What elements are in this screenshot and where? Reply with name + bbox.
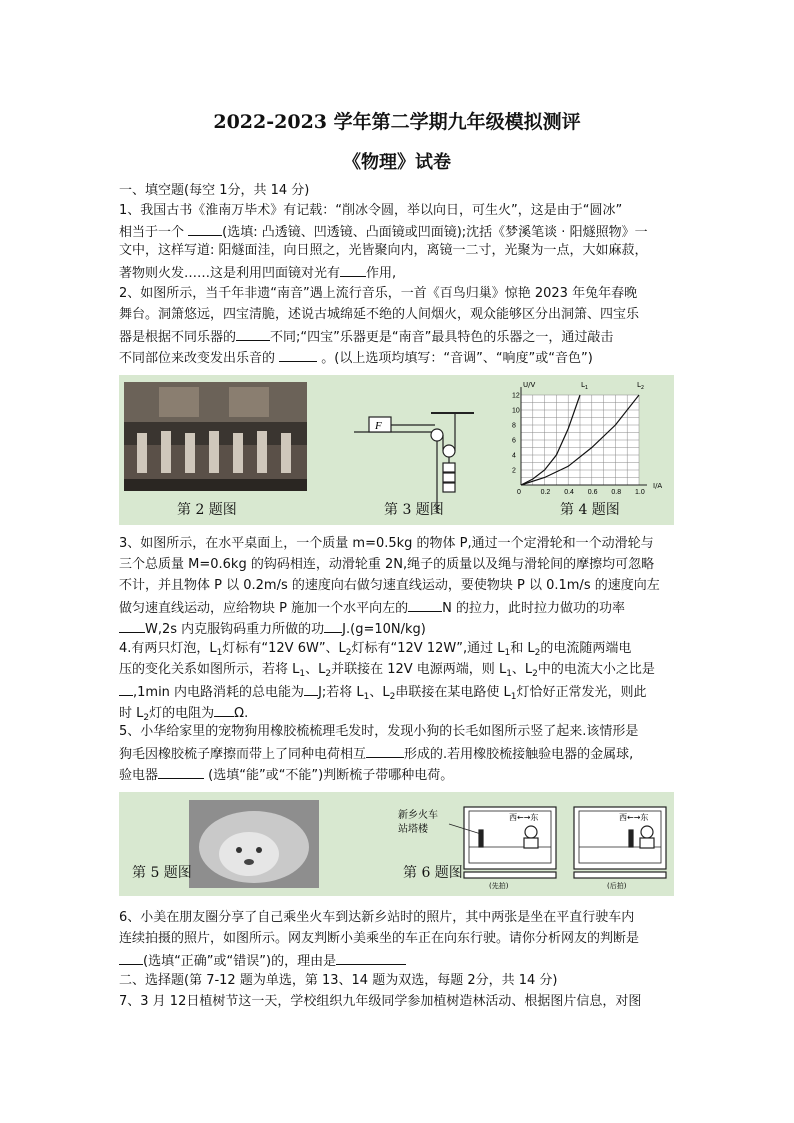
figure-row-1 xyxy=(119,375,674,525)
y-tick-label: 2 xyxy=(512,467,516,475)
q2-line: 器是根据不同乐器的 不同;“四宝”乐器更是“南音”最具特色的乐器之一，通过敲击 xyxy=(119,330,614,345)
y-tick-label: 4 xyxy=(512,452,516,460)
caption-fig4: 第 4 题图 xyxy=(560,502,620,518)
caption-fig3: 第 3 题图 xyxy=(384,502,444,518)
answer-blank[interactable] xyxy=(119,683,133,696)
q2-line: 2、如图所示，当千年非遗“南音”遇上流行音乐，一首《百鸟归巢》惊艳 2023 年兔年春晚 xyxy=(119,286,638,301)
caption-fig5: 第 5 题图 xyxy=(132,865,192,881)
stage-photo xyxy=(124,382,307,491)
q3-line: 不计，并且物体 P 以 0.2m/s 的速度向右做匀速直线运动，要使物块 P 以 0.1m/s 的速度向左 xyxy=(119,578,660,593)
x-tick-label: 0 xyxy=(517,489,521,496)
answer-blank[interactable] xyxy=(236,328,270,341)
section-1-heading: 一、填空题(每空 1分，共 14 分) xyxy=(119,183,310,198)
pulley-diagram xyxy=(354,413,474,513)
q5-line: 狗毛因橡胶梳子摩擦而带上了同种电荷相互 形成的.若用橡胶梳接触验电器的金属球, xyxy=(119,747,634,762)
answer-blank[interactable] xyxy=(279,349,317,362)
q1-line: 1、我国古书《淮南万毕术》有记载：“削冰令圆，举以向日，可生火”，这是由于“圆冰” xyxy=(119,203,623,218)
y-axis-label: U/V xyxy=(523,381,536,389)
y-tick-label: 6 xyxy=(512,437,516,445)
x-tick-label: 0.8 xyxy=(611,489,622,496)
q4-line: 压的变化关系如图所示，若将 $L_1$、$L_2$并联接在 12V 电源两端，则 $L_1$、$L_2$中的电流大小之比是 xyxy=(119,662,655,679)
answer-blank[interactable] xyxy=(408,599,442,612)
answer-blank[interactable] xyxy=(188,223,222,236)
train-window-first xyxy=(449,807,556,878)
q3-line: W,2s 内克服钩码重力所做的功 J.(g=10N/kg) xyxy=(119,620,679,638)
y-tick-label: 10 xyxy=(512,407,520,415)
ui-graph xyxy=(512,381,662,496)
caption-fig6: 第 6 题图 xyxy=(403,865,463,881)
l1-label: $L_1$ xyxy=(581,381,589,391)
q1-line: 文中，这样写道: 阳燧面洼，向日照之，光皆聚向内，离镜一二寸，光聚为一点，大如麻菽， xyxy=(119,243,648,258)
q4-line: ,1min 内电路消耗的总电能为 J;若将 $L_1$、$L_2$串联接在某电路使 $L_1$灯恰好正常发光，则此 xyxy=(119,683,679,705)
answer-blank[interactable] xyxy=(119,620,145,633)
answer-blank[interactable] xyxy=(324,620,342,633)
y-tick-label: 12 xyxy=(512,392,520,400)
page-subtitle: 《物理》试卷 xyxy=(343,152,451,173)
q5-line: 5、小华给家里的宠物狗用橡胶梳梳理毛发时，发现小狗的长毛如图所示竖了起来.该情形是 xyxy=(119,724,639,739)
figure-row-2-art xyxy=(119,792,674,896)
x-tick-label: 0.4 xyxy=(564,489,574,496)
q2-line: 不同部位来改变发出乐音的 。(以上选项均填写：“音调”、“响度”或“音色”) xyxy=(119,351,593,366)
x-tick-label: 0.2 xyxy=(540,489,551,496)
x-axis-label: I/A xyxy=(653,482,663,490)
label-after: (后拍) xyxy=(607,882,627,890)
q6-line: 6、小美在朋友圈分享了自己乘坐火车到达新乡站时的照片，其中两张是坐在平直行驶车内 xyxy=(119,910,635,925)
label-first: (先拍) xyxy=(489,882,509,890)
direction-label-after: 西←→东 xyxy=(619,813,649,822)
q2-line: 舞台。洞箫悠远，四宝清脆，述说古城绵延不绝的人间烟火，观众能够区分出洞箫、四宝乐 xyxy=(119,307,640,322)
answer-blank[interactable] xyxy=(340,264,366,277)
x-tick-label: 0.6 xyxy=(587,489,598,496)
q4-line: 时 $L_2$灯的电阻为 Ω. xyxy=(119,706,249,723)
l2-label: $L_2$ xyxy=(637,381,645,391)
q3-line: 3、如图所示，在水平桌面上，一个质量 m=0.5kg 的物体 P,通过一个定滑轮和一个动滑轮与 xyxy=(119,536,654,551)
page-title: 2022-2023 学年第二学期九年级模拟测评 xyxy=(213,111,581,133)
y-tick-label: 8 xyxy=(512,422,516,430)
caption-fig2: 第 2 题图 xyxy=(177,502,237,518)
q3-line: 三个总质量 M=0.6kg 的钩码相连，动滑轮重 2N,绳子的质量以及绳与滑轮间的摩擦均可忽略 xyxy=(119,557,655,572)
q1-line: 相当于一个 (选填: 凸透镜、凹透镜、凸面镜或凹面镜);沈括《梦溪笔谈 · 阳燧照物》一 xyxy=(119,225,648,240)
q5-line: 验电器 (选填“能”或“不能”)判断梳子带哪种电荷。 xyxy=(119,768,454,783)
answer-blank[interactable] xyxy=(119,952,143,965)
x-tick-label: 1.0 xyxy=(635,489,645,496)
q6-line: 连续拍摄的照片，如图所示。网友判断小美乘坐的车正在向东行驶。请你分析网友的判断是 xyxy=(119,931,640,946)
figure-row-2 xyxy=(119,792,674,896)
q7-line: 7、3 月 12日植树节这一天，学校组织九年级同学参加植树造林活动、根据图片信息，对图 xyxy=(119,994,642,1009)
answer-blank[interactable] xyxy=(336,952,406,965)
station-label-line2: 站塔楼 xyxy=(398,824,428,835)
answer-blank[interactable] xyxy=(214,704,234,717)
direction-label-first: 西←→东 xyxy=(509,813,539,822)
q4-line: 4.有两只灯泡，$L_1$灯标有“12V 6W”、$L_2$灯标有“12V 12W”,通过 $L_1$和 $L_2$的电流随两端电 xyxy=(119,641,632,658)
dog-photo xyxy=(189,800,319,888)
answer-blank[interactable] xyxy=(366,745,404,758)
block-label: F xyxy=(375,420,382,432)
answer-blank[interactable] xyxy=(304,683,318,696)
q1-line: 著物则火发……这是利用凹面镜对光有 作用, xyxy=(119,266,397,281)
answer-blank[interactable] xyxy=(158,766,204,779)
station-label-line1: 新乡火车 xyxy=(398,810,438,821)
q6-line: (选填“正确”或“错误”)的，理由是 xyxy=(119,952,679,970)
q3-line: 做匀速直线运动，应给物块 P 施加一个水平向左的 N 的拉力，此时拉力做功的功率 xyxy=(119,601,625,616)
section-2-heading: 二、选择题(第 7-12 题为单选，第 13、14 题为双选，每题 2分，共 14 分) xyxy=(119,973,558,988)
